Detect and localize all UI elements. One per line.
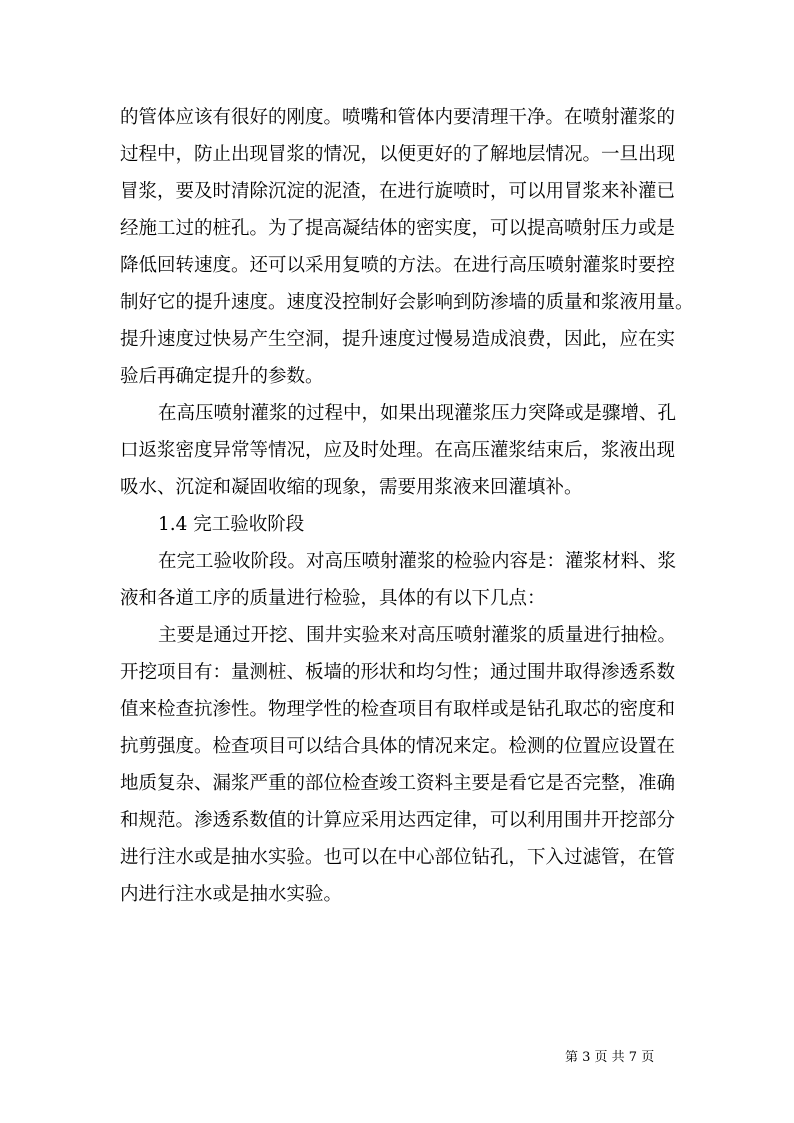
body-text-line: 过程中，防止出现冒浆的情况，以便更好的了解地层情况。一旦出现 bbox=[120, 144, 676, 165]
body-text-line: 值来检查抗渗性。物理学性的检查项目有取样或是钻孔取芯的密度和 bbox=[120, 699, 676, 720]
body-text-line: 和规范。渗透系数值的计算应采用达西定律，可以利用围井开挖部分 bbox=[120, 810, 676, 831]
body-text-line: 内进行注水或是抽水实验。 bbox=[120, 884, 343, 905]
body-text-line: 地质复杂、漏浆严重的部位检查竣工资料主要是看它是否完整，准确 bbox=[120, 773, 676, 794]
body-text-line: 的管体应该有很好的刚度。喷嘴和管体内要清理干净。在喷射灌浆的 bbox=[120, 107, 676, 128]
body-text-line: 进行注水或是抽水实验。也可以在中心部位钻孔，下入过滤管，在管 bbox=[120, 847, 676, 868]
body-text-line: 经施工过的桩孔。为了提高凝结体的密实度，可以提高喷射压力或是 bbox=[120, 218, 676, 239]
body-text-line: 提升速度过快易产生空洞，提升速度过慢易造成浪费，因此，应在实 bbox=[120, 329, 676, 350]
page-number: 第 3 页 共 7 页 bbox=[565, 1050, 655, 1065]
body-text-line: 冒浆，要及时清除沉淀的泥渣，在进行旋喷时，可以用冒浆来补灌已 bbox=[120, 181, 676, 202]
section-heading: 1.4 完工验收阶段 bbox=[158, 514, 305, 535]
body-text-line: 在高压喷射灌浆的过程中，如果出现灌浆压力突降或是骤增、孔 bbox=[158, 403, 677, 424]
body-text-line: 在完工验收阶段。对高压喷射灌浆的检验内容是：灌浆材料、浆 bbox=[158, 551, 677, 572]
body-text-line: 抗剪强度。检查项目可以结合具体的情况来定。检测的位置应设置在 bbox=[120, 736, 676, 757]
body-text-line: 液和各道工序的质量进行检验，具体的有以下几点： bbox=[120, 588, 546, 609]
body-text-line: 主要是通过开挖、围井实验来对高压喷射灌浆的质量进行抽检。 bbox=[158, 625, 677, 646]
body-text-line: 吸水、沉淀和凝固收缩的现象，需要用浆液来回灌填补。 bbox=[120, 477, 583, 498]
body-text-line: 制好它的提升速度。速度没控制好会影响到防渗墙的质量和浆液用量。 bbox=[120, 292, 694, 313]
body-text-line: 验后再确定提升的参数。 bbox=[120, 366, 324, 387]
body-text-line: 开挖项目有：量测桩、板墙的形状和均匀性；通过围井取得渗透系数 bbox=[120, 662, 676, 683]
body-text-line: 口返浆密度异常等情况，应及时处理。在高压灌浆结束后，浆液出现 bbox=[120, 440, 676, 461]
body-text-line: 降低回转速度。还可以采用复喷的方法。在进行高压喷射灌浆时要控 bbox=[120, 255, 676, 276]
